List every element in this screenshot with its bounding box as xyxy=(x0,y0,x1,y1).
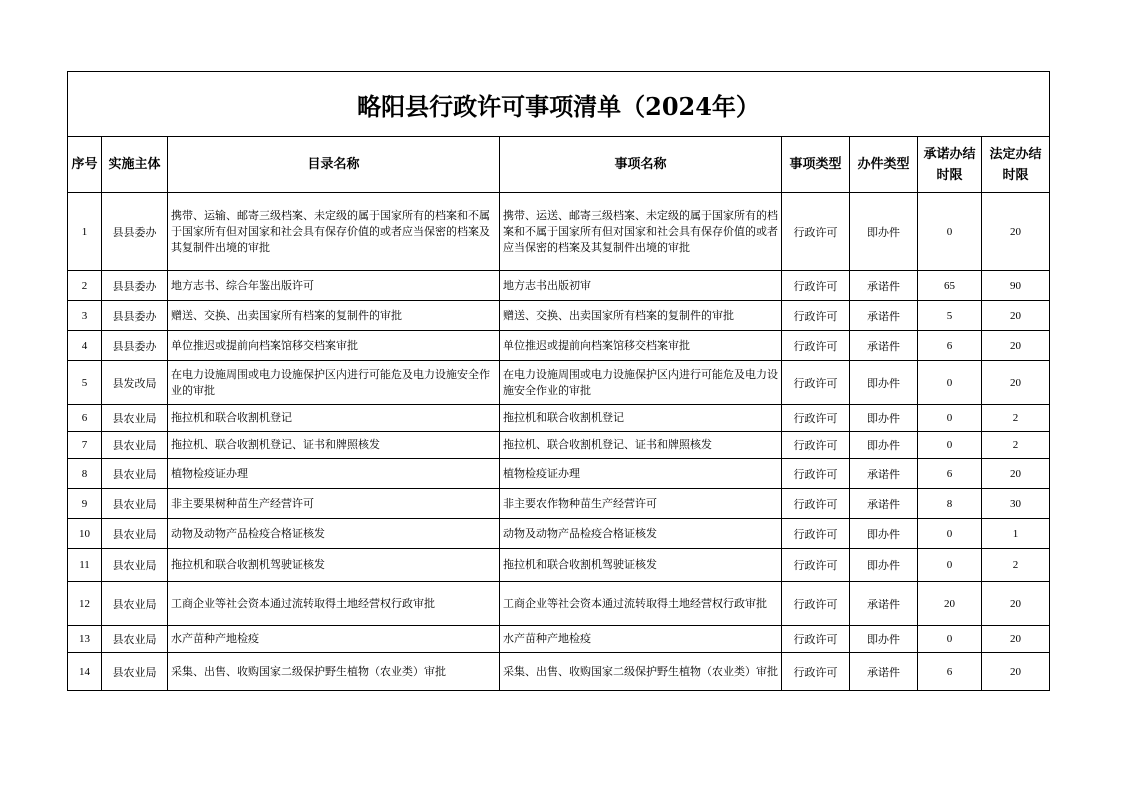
row-type: 行政许可 xyxy=(782,331,850,361)
row-type: 行政许可 xyxy=(782,519,850,549)
row-item xyxy=(500,271,782,301)
row-legal: 20 xyxy=(982,459,1050,489)
table-row xyxy=(68,193,1050,271)
row-promised: 0 xyxy=(918,626,982,653)
row-subject: 县农业局 xyxy=(102,582,168,626)
row-item-text: 水产苗种产地检疫 xyxy=(503,632,591,645)
row-seq: 1 xyxy=(68,193,102,271)
row-type: 行政许可 xyxy=(782,489,850,519)
row-process: 承诺件 xyxy=(850,489,918,519)
row-process: 即办件 xyxy=(850,626,918,653)
row-subject: 县农业局 xyxy=(102,432,168,459)
row-type: 行政许可 xyxy=(782,271,850,301)
row-catalog xyxy=(168,459,500,489)
row-item xyxy=(500,626,782,653)
row-subject: 县农业局 xyxy=(102,549,168,582)
table-row xyxy=(68,549,1050,582)
row-subject: 县农业局 xyxy=(102,459,168,489)
row-subject: 县农业局 xyxy=(102,519,168,549)
row-seq: 5 xyxy=(68,361,102,405)
row-promised: 6 xyxy=(918,653,982,691)
row-item xyxy=(500,432,782,459)
row-type: 行政许可 xyxy=(782,193,850,271)
row-item xyxy=(500,653,782,691)
row-catalog xyxy=(168,653,500,691)
row-seq: 14 xyxy=(68,653,102,691)
table-row xyxy=(68,519,1050,549)
row-legal: 20 xyxy=(982,582,1050,626)
row-promised: 0 xyxy=(918,549,982,582)
header-process: 办件类型 xyxy=(850,137,918,193)
row-type: 行政许可 xyxy=(782,459,850,489)
row-type: 行政许可 xyxy=(782,582,850,626)
row-catalog xyxy=(168,271,500,301)
row-process: 承诺件 xyxy=(850,459,918,489)
row-subject: 县县委办 xyxy=(102,331,168,361)
table-row xyxy=(68,271,1050,301)
row-item xyxy=(500,193,782,271)
row-item xyxy=(500,361,782,405)
row-item-text: 工商企业等社会资本通过流转取得土地经营权行政审批 xyxy=(503,596,767,610)
row-promised: 5 xyxy=(918,301,982,331)
row-process: 承诺件 xyxy=(850,582,918,626)
row-promised: 0 xyxy=(918,519,982,549)
row-catalog xyxy=(168,626,500,653)
row-catalog-text: 携带、运输、邮寄三级档案、未定级的属于国家所有的档案和不属于国家所有但对国家和社会具有保存价值的或者应当保密的档案及其复制件出境的审批 xyxy=(171,208,490,254)
row-catalog-text: 地方志书、综合年鉴出版许可 xyxy=(171,278,314,292)
table-row xyxy=(68,459,1050,489)
row-item xyxy=(500,489,782,519)
row-process: 承诺件 xyxy=(850,271,918,301)
row-item-text: 地方志书出版初审 xyxy=(503,278,591,292)
row-seq: 12 xyxy=(68,582,102,626)
row-catalog-text: 单位推迟或提前向档案馆移交档案审批 xyxy=(171,338,358,352)
row-type: 行政许可 xyxy=(782,301,850,331)
header-subject: 实施主体 xyxy=(102,137,168,193)
row-catalog xyxy=(168,193,500,271)
row-catalog-text: 拖拉机和联合收割机登记 xyxy=(171,411,292,424)
row-process: 承诺件 xyxy=(850,653,918,691)
row-type: 行政许可 xyxy=(782,653,850,691)
row-promised: 6 xyxy=(918,331,982,361)
row-promised: 6 xyxy=(918,459,982,489)
row-legal: 90 xyxy=(982,271,1050,301)
row-item xyxy=(500,549,782,582)
header-legal xyxy=(982,137,1050,193)
header-promised-text: 承诺办结时限 xyxy=(923,146,976,183)
row-seq: 2 xyxy=(68,271,102,301)
row-process: 即办件 xyxy=(850,193,918,271)
row-type: 行政许可 xyxy=(782,549,850,582)
row-seq: 11 xyxy=(68,549,102,582)
row-catalog-text: 拖拉机和联合收割机驾驶证核发 xyxy=(171,558,325,571)
row-catalog-text: 工商企业等社会资本通过流转取得土地经营权行政审批 xyxy=(171,596,435,610)
row-process: 即办件 xyxy=(850,432,918,459)
row-item-text: 携带、运送、邮寄三级档案、未定级的属于国家所有的档案和不属于国家所有但对国家和社会具有保存价值的或者应当保密的档案及其复制件出境的审批 xyxy=(503,208,778,254)
row-catalog xyxy=(168,489,500,519)
row-item-text: 赠送、交换、出卖国家所有档案的复制件的审批 xyxy=(503,308,734,322)
row-legal: 20 xyxy=(982,193,1050,271)
title-row xyxy=(68,72,1050,137)
page-title: 略阳县行政许可事项清单（2024年） xyxy=(68,72,1050,137)
row-legal: 2 xyxy=(982,405,1050,432)
table-row xyxy=(68,405,1050,432)
row-item-text: 拖拉机、联合收割机登记、证书和牌照核发 xyxy=(503,438,712,451)
row-process: 承诺件 xyxy=(850,301,918,331)
row-seq: 13 xyxy=(68,626,102,653)
row-item-text: 拖拉机和联合收割机登记 xyxy=(503,411,624,424)
row-subject: 县发改局 xyxy=(102,361,168,405)
table-row xyxy=(68,432,1050,459)
row-item xyxy=(500,405,782,432)
row-subject: 县县委办 xyxy=(102,271,168,301)
row-subject: 县农业局 xyxy=(102,626,168,653)
permit-list-table xyxy=(67,71,1050,691)
row-seq: 3 xyxy=(68,301,102,331)
row-seq: 10 xyxy=(68,519,102,549)
header-type: 事项类型 xyxy=(782,137,850,193)
row-legal: 2 xyxy=(982,432,1050,459)
row-legal: 30 xyxy=(982,489,1050,519)
row-promised: 0 xyxy=(918,405,982,432)
row-item xyxy=(500,331,782,361)
table-row xyxy=(68,626,1050,653)
row-item-text: 植物检疫证办理 xyxy=(503,466,580,480)
row-promised: 20 xyxy=(918,582,982,626)
row-legal: 2 xyxy=(982,549,1050,582)
row-catalog xyxy=(168,549,500,582)
row-item-text: 采集、出售、收购国家二级保护野生植物（农业类）审批 xyxy=(503,664,778,678)
header-row xyxy=(68,137,1050,193)
header-item: 事项名称 xyxy=(500,137,782,193)
row-catalog xyxy=(168,432,500,459)
table-row xyxy=(68,489,1050,519)
row-catalog xyxy=(168,361,500,405)
row-promised: 0 xyxy=(918,193,982,271)
row-promised: 65 xyxy=(918,271,982,301)
row-type: 行政许可 xyxy=(782,361,850,405)
row-item-text: 单位推迟或提前向档案馆移交档案审批 xyxy=(503,338,690,352)
header-seq: 序号 xyxy=(68,137,102,193)
row-catalog-text: 采集、出售、收购国家二级保护野生植物（农业类）审批 xyxy=(171,664,446,678)
header-promised xyxy=(918,137,982,193)
row-seq: 8 xyxy=(68,459,102,489)
table-body xyxy=(68,193,1050,691)
table-row xyxy=(68,361,1050,405)
row-seq: 9 xyxy=(68,489,102,519)
row-legal: 20 xyxy=(982,331,1050,361)
row-catalog-text: 非主要果树种苗生产经营许可 xyxy=(171,496,314,510)
row-item-text: 动物及动物产品检疫合格证核发 xyxy=(503,526,657,540)
row-seq: 4 xyxy=(68,331,102,361)
row-process: 即办件 xyxy=(850,519,918,549)
row-catalog-text: 水产苗种产地检疫 xyxy=(171,632,259,645)
table-row xyxy=(68,653,1050,691)
row-subject: 县农业局 xyxy=(102,653,168,691)
row-subject: 县县委办 xyxy=(102,193,168,271)
row-catalog-text: 赠送、交换、出卖国家所有档案的复制件的审批 xyxy=(171,308,402,322)
row-item xyxy=(500,582,782,626)
row-promised: 0 xyxy=(918,432,982,459)
row-legal: 20 xyxy=(982,361,1050,405)
table-row xyxy=(68,582,1050,626)
row-catalog xyxy=(168,519,500,549)
row-legal: 1 xyxy=(982,519,1050,549)
row-catalog xyxy=(168,331,500,361)
row-legal: 20 xyxy=(982,653,1050,691)
row-type: 行政许可 xyxy=(782,626,850,653)
row-seq: 6 xyxy=(68,405,102,432)
row-process: 即办件 xyxy=(850,361,918,405)
row-promised: 8 xyxy=(918,489,982,519)
row-seq: 7 xyxy=(68,432,102,459)
row-promised: 0 xyxy=(918,361,982,405)
row-item xyxy=(500,459,782,489)
row-process: 承诺件 xyxy=(850,331,918,361)
row-subject: 县农业局 xyxy=(102,405,168,432)
row-subject: 县县委办 xyxy=(102,301,168,331)
row-item-text: 拖拉机和联合收割机驾驶证核发 xyxy=(503,558,657,571)
row-item-text: 在电力设施周围或电力设施保护区内进行可能危及电力设施安全作业的审批 xyxy=(503,367,778,397)
row-item-text: 非主要农作物种苗生产经营许可 xyxy=(503,496,657,510)
row-item xyxy=(500,301,782,331)
row-catalog-text: 动物及动物产品检疫合格证核发 xyxy=(171,526,325,540)
row-legal: 20 xyxy=(982,301,1050,331)
row-legal: 20 xyxy=(982,626,1050,653)
row-catalog xyxy=(168,301,500,331)
header-legal-text: 法定办结时限 xyxy=(989,146,1042,183)
header-catalog: 目录名称 xyxy=(168,137,500,193)
row-catalog-text: 在电力设施周围或电力设施保护区内进行可能危及电力设施安全作业的审批 xyxy=(171,367,490,397)
table-row xyxy=(68,301,1050,331)
row-catalog xyxy=(168,405,500,432)
row-type: 行政许可 xyxy=(782,405,850,432)
row-catalog-text: 拖拉机、联合收割机登记、证书和牌照核发 xyxy=(171,438,380,451)
row-catalog-text: 植物检疫证办理 xyxy=(171,466,248,480)
row-subject: 县农业局 xyxy=(102,489,168,519)
row-item xyxy=(500,519,782,549)
table-row xyxy=(68,331,1050,361)
row-catalog xyxy=(168,582,500,626)
row-process: 即办件 xyxy=(850,549,918,582)
row-type: 行政许可 xyxy=(782,432,850,459)
row-process: 即办件 xyxy=(850,405,918,432)
